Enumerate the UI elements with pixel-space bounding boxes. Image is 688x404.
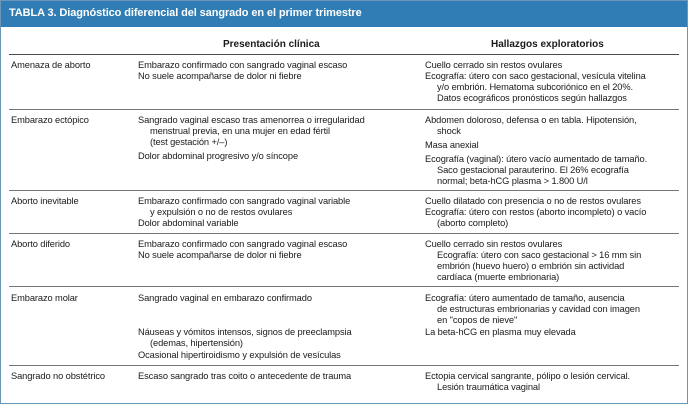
findings-line: Ecografía: útero con saco gestacional > 16 mm sin [437,250,642,260]
clinical-line: Dolor abdominal variable [138,218,239,228]
header-clinical: Presentación clínica [223,39,320,50]
findings-line: y/o embrión. Hematoma subcoriónico en el 20%. [437,82,634,92]
findings-line: Ectopia cervical sangrante, pólipo o lesión cervical. [425,371,631,381]
findings-line: Masa anexial [425,140,479,150]
findings-line: de estructuras embrionarias y cavidad con imagen [437,304,640,314]
clinical-line: Escaso sangrado tras coito o antecedente de trauma [138,371,352,381]
findings-line: Cuello dilatado con presencia o no de restos ovulares [425,196,641,206]
findings-line: cardíaca (muerte embrionaria) [437,272,560,282]
findings-line: embrión (huevo huero) o embrión sin actividad [437,261,625,271]
row-separator [9,365,679,366]
row-condition: Amenaza de aborto [11,60,91,70]
header-rule [9,54,679,55]
findings-line: normal; beta-hCG plasma > 1.800 U/l [437,176,588,186]
row-separator [9,109,679,110]
row-separator [9,286,679,287]
findings-line: shock [437,126,461,136]
row-condition: Aborto diferido [11,239,70,249]
clinical-line: Embarazo confirmado con sangrado vaginal escaso [138,60,348,70]
clinical-line: Sangrado vaginal escaso tras amenorrea o irregularidad [138,115,365,125]
findings-line: Cuello cerrado sin restos ovulares [425,239,563,249]
clinical-line: (test gestación +/–) [150,137,228,147]
table-title-bar [1,1,687,27]
findings-line: Ecografía (vaginal): útero vacío aumentado de tamaño. [425,154,648,164]
findings-line: Saco gestacional parauterino. El 26% ecografía [437,165,629,175]
clinical-line: (edemas, hipertensión) [150,338,243,348]
row-condition: Embarazo ectópico [11,115,89,125]
clinical-line: y expulsión o no de restos ovulares [150,207,293,217]
row-separator [9,233,679,234]
clinical-line: menstrual previa, en una mujer en edad fértil [150,126,330,136]
table-title: TABLA 3. Diagnóstico diferencial del sangrado en el primer trimestre [9,7,362,19]
findings-line: Abdomen doloroso, defensa o en tabla. Hipotensión, [425,115,637,125]
findings-line: Datos ecográficos pronósticos según hallazgos [437,93,627,103]
clinical-line: Embarazo confirmado con sangrado vaginal variable [138,196,351,206]
row-condition: Embarazo molar [11,293,78,303]
header-findings: Hallazgos exploratorios [491,39,604,50]
findings-line: La beta-hCG en plasma muy elevada [425,327,576,337]
clinical-line: Ocasional hipertiroidismo y expulsión de vesículas [138,350,341,360]
findings-line: en "copos de nieve" [437,315,518,325]
findings-line: Ecografía: útero con saco gestacional, vesícula vitelina [425,71,646,81]
row-condition: Aborto inevitable [11,196,79,206]
findings-line: Ecografía: útero aumentado de tamaño, ausencia [425,293,625,303]
findings-line: (aborto completo) [437,218,509,228]
clinical-line: No suele acompañarse de dolor ni fiebre [138,250,302,260]
clinical-line: No suele acompañarse de dolor ni fiebre [138,71,302,81]
row-separator [9,190,679,191]
findings-line: Cuello cerrado sin restos ovulares [425,60,563,70]
clinical-line: Sangrado vaginal en embarazo confirmado [138,293,312,303]
clinical-line: Embarazo confirmado con sangrado vaginal escaso [138,239,348,249]
clinical-line: Dolor abdominal progresivo y/o síncope [138,151,299,161]
findings-line: Ecografía: útero con restos (aborto incompleto) o vacío [425,207,647,217]
clinical-line: Náuseas y vómitos intensos, signos de preeclampsia [138,327,352,337]
findings-line: Lesión traumática vaginal [437,382,540,392]
row-condition: Sangrado no obstétrico [11,371,105,381]
